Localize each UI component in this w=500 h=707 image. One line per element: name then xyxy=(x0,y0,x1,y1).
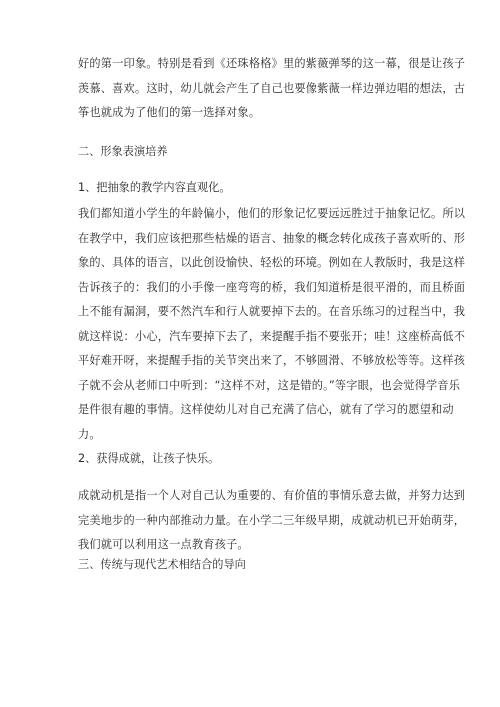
paragraph-intro xyxy=(78,52,466,126)
paragraph-visualization xyxy=(78,202,466,447)
text-line: 告诉孩子的：我们的小手像一座弯弯的桥，我们知道桥是很平滑的，而且桥面 xyxy=(78,280,466,294)
section-heading-3: 三、传统与现代艺术相结合的导向 xyxy=(78,558,246,571)
text-line: 在教学中，我们应该把那些枯燥的语言、抽象的概念转化成孩子喜欢听的、形 xyxy=(78,231,466,245)
text-line: 成就动机是指一个人对自己认为重要的、有价值的事情乐意去做，并努力达到 xyxy=(78,489,466,502)
text-line: 象的、具体的语言，以此创设愉快、轻松的环境。例如在人教版时，我是这样 xyxy=(78,256,466,269)
text-line: 平好难开呀，来提醒手指的关节突出来了，不够圆滑、不够放松等等。这样孩 xyxy=(78,354,466,367)
text-line: 完美地步的一种内部推动力量。在小学二三年级早期，成就动机已开始萌芽， xyxy=(78,513,466,527)
text-line: 我们都知道小学生的年龄偏小，他们的形象记忆要远远胜过于抽象记忆。所以 xyxy=(78,207,466,220)
subsection-heading-1: 1、把抽象的教学内容直观化。 xyxy=(78,181,231,194)
text-line: 上不能有漏洞，要不然汽车和行人就要掉下去的。在音乐练习的过程当中，我 xyxy=(78,305,466,318)
text-line: 羡慕、喜欢。这时，幼儿就会产生了自己也要像紫薇一样边弹边唱的想法，古 xyxy=(78,81,466,95)
text-line: 我们就可以利用这一点教育孩子。 xyxy=(78,538,249,551)
text-line: 是件很有趣的事情。这样使幼儿对自己充满了信心，就有了学习的愿望和动 xyxy=(78,403,454,416)
text-line: 力。 xyxy=(78,427,101,441)
text-line: 就这样说：小心，汽车要掉下去了，来提醒手指不要张开；哇！这座桥高低不 xyxy=(78,329,466,343)
text-line: 好的第一印象。特别是看到《还珠格格》里的紫薇弹琴的这一幕，很是让孩子 xyxy=(78,57,466,70)
text-line: 子就不会从老师口中听到：“这样不对，这是错的。”等字眼，也会觉得学音乐 xyxy=(78,378,461,392)
paragraph-achievement xyxy=(78,484,466,558)
text-line: 筝也就成为了他们的第一选择对象。 xyxy=(78,106,261,119)
section-heading-2: 二、形象表演培养 xyxy=(78,145,168,158)
subsection-heading-2: 2、获得成就，让孩子快乐。 xyxy=(78,452,220,465)
